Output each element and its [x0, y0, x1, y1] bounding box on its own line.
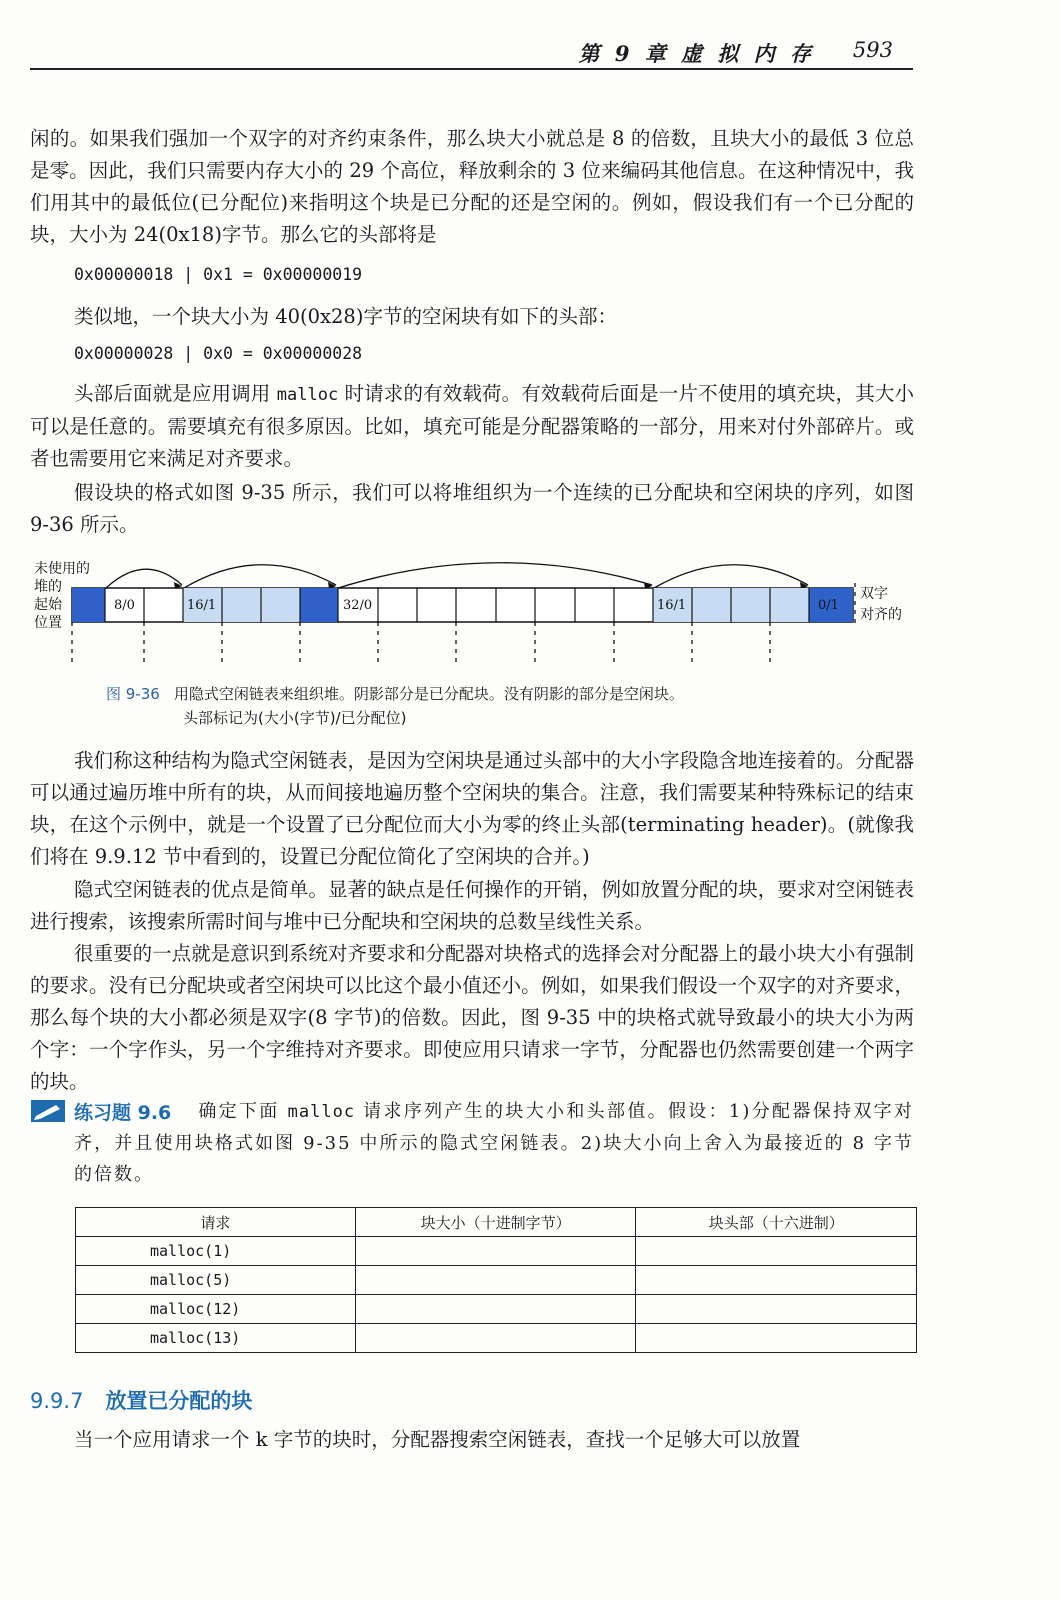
- header-label: 32/0: [343, 598, 373, 613]
- paragraph-4: 假设块的格式如图 9-35 所示，我们可以将堆组织为一个连续的已分配块和空闲块的序列，如图 9-36 所示。: [30, 481, 914, 536]
- caption-line-2: 头部标记为(大小(字节)/已分配位): [183, 709, 407, 727]
- caption-line-1: 用隐式空闲链表来组织堆。阴影部分是已分配块。没有阴影的部分是空闲块。: [173, 685, 684, 703]
- inline-code-malloc: malloc: [276, 385, 339, 405]
- link-arrows: [106, 563, 808, 588]
- block-header-cell: [636, 1324, 917, 1353]
- table-row: [76, 1237, 917, 1266]
- table-row: [76, 1324, 917, 1353]
- block-size-cell: [355, 1324, 636, 1353]
- section-first-line: 当一个应用请求一个 k 字节的块时，分配器搜索空闲链表，查找一个足够大可以放置: [74, 1428, 801, 1451]
- block-size-cell: [355, 1295, 636, 1324]
- arc-arrow: [184, 565, 336, 588]
- paragraph-3-start: 头部后面就是应用调用: [74, 382, 277, 405]
- request-cell: malloc(12): [76, 1295, 356, 1324]
- table-header-row: [76, 1208, 917, 1237]
- column-header-block-size: 块大小（十进制字节）: [355, 1208, 636, 1237]
- page-number: 593: [852, 38, 893, 62]
- section-title: 放置已分配的块: [105, 1389, 253, 1413]
- column-header-block-header: 块头部（十六进制）: [636, 1208, 917, 1237]
- header-label: 16/1: [657, 598, 687, 613]
- exercise-body: [74, 1096, 914, 1190]
- block-header-cell: [636, 1295, 917, 1324]
- request-cell: malloc(13): [76, 1324, 356, 1353]
- request-cell: malloc(5): [76, 1266, 356, 1295]
- paragraph-3: [30, 378, 914, 475]
- right-label-line: 双字: [860, 586, 888, 602]
- paragraph-7: 很重要的一点就是意识到系统对齐要求和分配器对块格式的选择会对分配器上的最小块大小有强制的要求。没有已分配块或者空闲块可以比这个最小值还小。例如，如果我们假设一个双字的对齐要求，那么每个块的大小都必须是双字(8 字节)的倍数。因此，图 9-35 中的块格式就导致最小的块大小为两个字：一个字作头，另一个字维持对齐要求。即使应用只请求一字节，分配器也仍然需要创建一个两字的块。: [30, 942, 914, 1093]
- section-number: 9.9.7: [30, 1389, 84, 1413]
- left-label-line: 堆的: [34, 579, 62, 595]
- left-label-line: 位置: [34, 615, 62, 631]
- block-header-cell: [636, 1266, 917, 1295]
- section-heading: [30, 1385, 252, 1415]
- block-size-cell: [355, 1237, 636, 1266]
- block-size-cell: [355, 1266, 636, 1295]
- block-header-cell: [636, 1237, 917, 1266]
- exercise-title: 练习题 9.6: [74, 1102, 172, 1124]
- table-row: [76, 1266, 917, 1295]
- left-label-line: 起始: [34, 597, 62, 613]
- paragraph-5: 我们称这种结构为隐式空闲链表，是因为空闲块是通过头部中的大小字段隐含地连接着的。分配器可以通过遍历堆中所有的块，从而间接地遍历整个空闲块的集合。注意，我们需要某种特殊标记的结束块，在这个示例中，就是一个设置了已分配位而大小为零的终止头部(terminating header)。(就像我们将在 9.9.12 节中看到的，设置已分配位简化了空闲块的合并。): [30, 749, 914, 868]
- request-cell: malloc(1): [76, 1237, 356, 1266]
- heap-strip: [72, 588, 853, 622]
- heap-figure: [30, 555, 930, 670]
- figure-right-label: [860, 586, 902, 623]
- paragraph-2: 类似地，一个块大小为 40(0x28)字节的空闲块有如下的头部：: [74, 305, 617, 328]
- arc-arrow: [338, 563, 652, 588]
- inline-code-malloc: malloc: [287, 1102, 356, 1122]
- exercise-text-start: 确定下面: [198, 1101, 288, 1122]
- header-label: 16/1: [187, 598, 217, 613]
- right-label-line: 对齐的: [860, 607, 902, 623]
- allocated-block-dark: [300, 588, 338, 622]
- chapter-title: 第 9 章 虚 拟 内 存: [578, 41, 815, 66]
- code-line-1: 0x00000018 | 0x1 = 0x00000019: [74, 265, 363, 284]
- header-label: 8/0: [114, 598, 135, 613]
- arc-arrow: [106, 569, 182, 588]
- padding-word: [72, 588, 105, 622]
- paragraph-6: 隐式空闲链表的优点是简单。显著的缺点是任何操作的开销，例如放置分配的块，要求对空闲链表进行搜索，该搜索所需时间与堆中已分配块和空闲块的总数呈线性关系。: [30, 878, 914, 933]
- column-header-request: 请求: [76, 1208, 356, 1237]
- exercise-text-end: 请求序列产生的块大小和头部值。假设：1)分配器保持双字对齐，并且使用块格式如图 9-35 中所示的隐式空闲链表。2)块大小向上舍入为最接近的 8 字节的倍数。: [74, 1101, 914, 1185]
- table-row: [76, 1295, 917, 1324]
- paragraph-1: 闲的。如果我们强加一个双字的对齐约束条件，那么块大小就总是 8 的倍数，且块大小的最低 3 位总是零。因此，我们只需要内存大小的 29 个高位，释放剩余的 3 位来编码其他信息。在这种情况中，我们用其中的最低位(已分配位)来指明这个块是已分配的还是空闲的。例如，假设我们有一个已分配的块，大小为 24(0x18)字节。那么它的头部将是: [30, 127, 914, 246]
- running-header: [30, 34, 913, 70]
- paragraph-3-end: 时请求的有效载荷。有效载荷后面是一片不使用的填充块，其大小可以是任意的。需要填充有很多原因。比如，填充可能是分配器策略的一部分，用来对付外部碎片。或者也需要用它来满足对齐要求。: [30, 382, 914, 470]
- caption-label: 图 9-36: [106, 685, 160, 703]
- header-label: 0/1: [818, 598, 839, 613]
- exercise-table: [75, 1207, 917, 1353]
- left-label-line: 未使用的: [34, 561, 90, 577]
- figure-caption: [106, 682, 684, 730]
- exercise-pencil-icon: [30, 1098, 66, 1124]
- arc-arrow: [654, 565, 808, 588]
- code-line-2: 0x00000028 | 0x0 = 0x00000028: [74, 344, 363, 363]
